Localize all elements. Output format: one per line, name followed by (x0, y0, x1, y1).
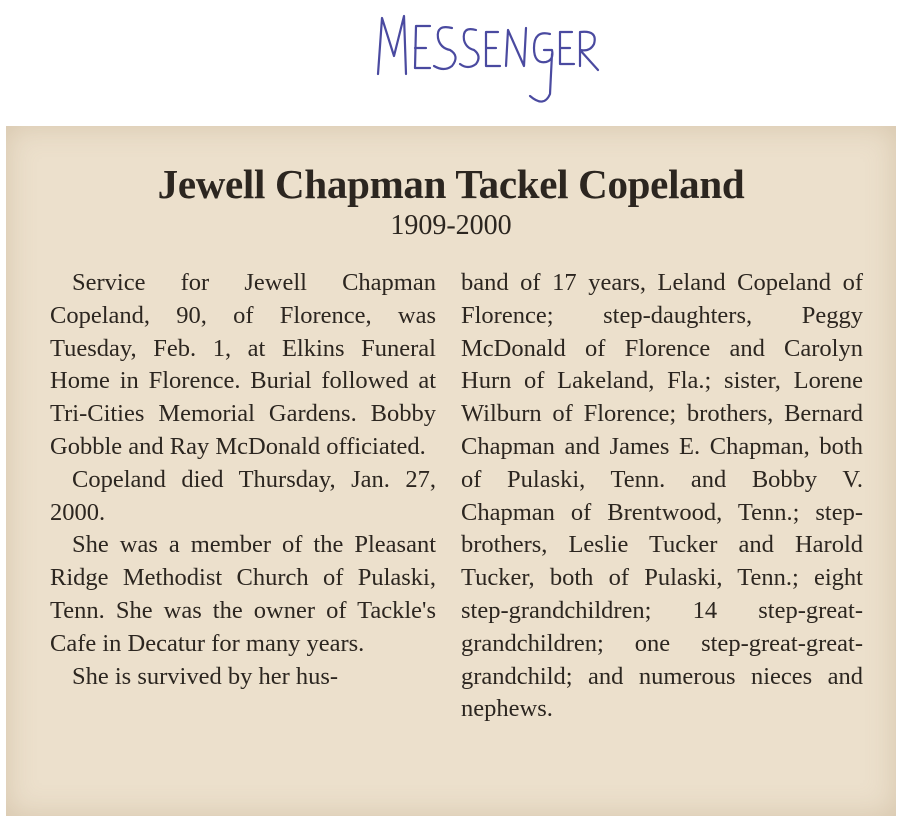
paragraph-survivors-continued: band of 17 years, Leland Copeland of Florence; step-daughters, Peggy McDonald of Florence and Carolyn Hurn of Lakeland, Fla.; sister, Lorene Wilburn of Florence; brothers, Bernard Chapman and James E. Chapman, both of Pulaski, Tenn. and Bobby V. Chapman of Brentwood, Tenn.; step-brothers, Leslie Tucker and Harold Tucker, both of Pulaski, Tenn.; eight step-grandchildren; 14 step-great-grandchildren; one step-great-great-grandchild; and numerous nieces and nephews. (461, 269, 863, 723)
obituary-column-2 (461, 267, 863, 726)
handwritten-messenger-note (368, 4, 608, 114)
paragraph-survivors-start: She is survived by her hus- (72, 662, 339, 690)
obituary-headline: Jewell Chapman Tackel Copeland (157, 161, 745, 207)
paragraph-death: Copeland died Thursday, Jan. 27, 2000. (50, 465, 436, 526)
paragraph-membership: She was a member of the Pleasant Ridge Methodist Church of Pulaski, Tenn. She was the owner of Tackle's Cafe in Decatur for many years. (50, 531, 436, 657)
newspaper-clipping (6, 126, 896, 816)
obituary-years: 1909-2000 (390, 210, 512, 241)
paragraph-service: Service for Jewell Chapman Copeland, 90, of Florence, was Tuesday, Feb. 1, at Elkins Funeral Home in Florence. Burial followed at Tri-Cities Memorial Gardens. Bobby Gobble and Ray McDonald officiated. (50, 269, 436, 460)
obituary-column-1 (50, 267, 436, 693)
